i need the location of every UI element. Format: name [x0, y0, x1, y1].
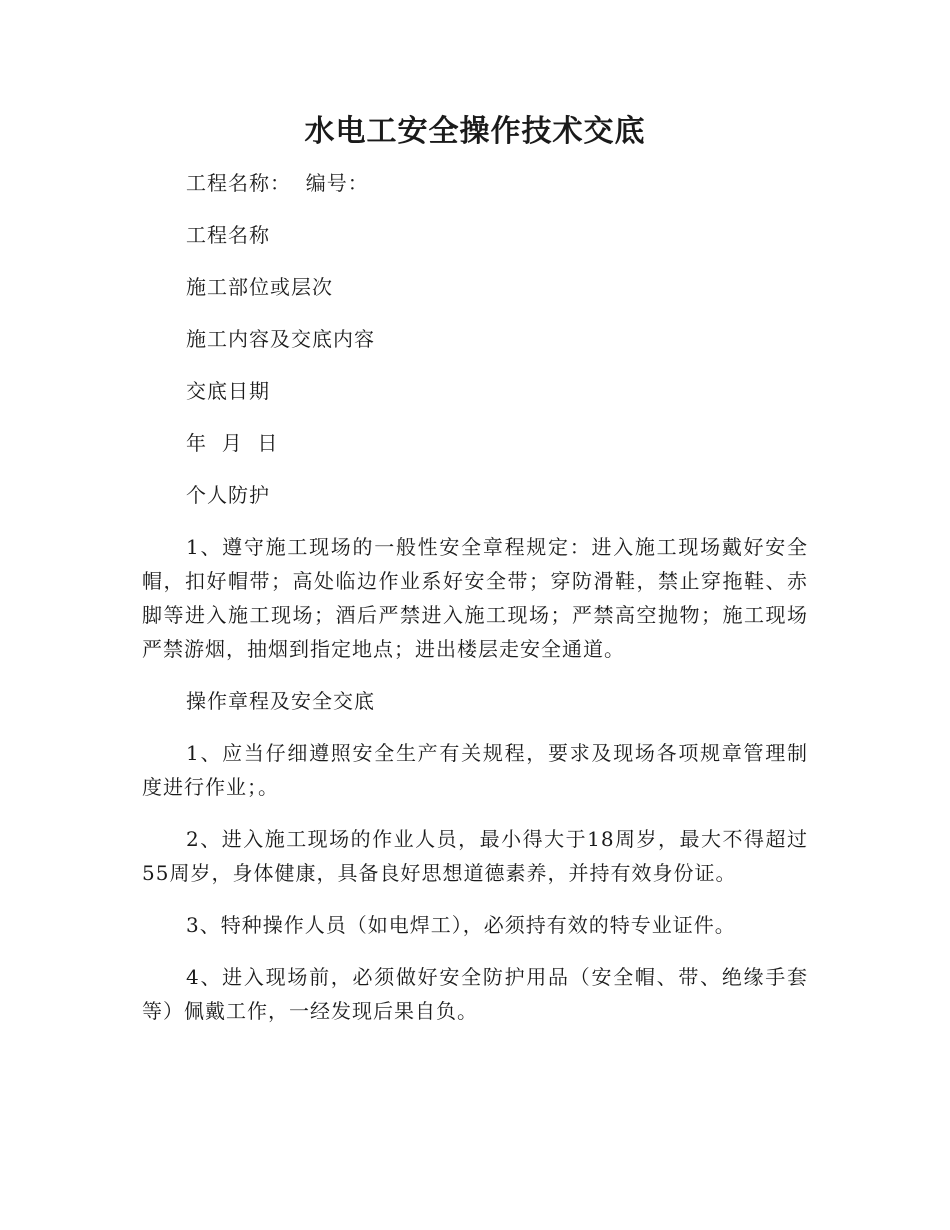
paragraph-operating-rule-2: 2、进入施工现场的作业人员，最小得大于18周岁，最大不得超过55周岁，身体健康，具备良好思想道德素养，并持有效身份证。 — [142, 827, 808, 885]
paragraph-operating-rule-3: 3、特种操作人员（如电焊工），必须持有效的特专业证件。 — [186, 913, 736, 937]
construction-content-label: 施工内容及交底内容 — [186, 327, 375, 351]
paragraph-operating-rule-1: 1、应当仔细遵照安全生产有关规程，要求及现场各项规章管理制度进行作业；。 — [142, 741, 808, 799]
section-heading-operating-rules: 操作章程及安全交底 — [186, 689, 375, 713]
document-title: 水电工安全操作技术交底 — [304, 114, 646, 149]
project-name-number-line: 工程名称： 编号： — [186, 171, 369, 195]
date-placeholder: 年 月 日 — [186, 431, 279, 455]
briefing-date-label: 交底日期 — [186, 379, 270, 403]
paragraph-operating-rule-4: 4、进入现场前，必须做好安全防护用品（安全帽、带、绝缘手套等）佩戴工作，一经发现后果自负。 — [142, 965, 808, 1023]
paragraph-protection-rule-1: 1、遵守施工现场的一般性安全章程规定：进入施工现场戴好安全帽，扣好帽带；高处临边作业系好安全带；穿防滑鞋，禁止穿拖鞋、赤脚等进入施工现场；酒后严禁进入施工现场；严禁高空抛物；施工现场严禁游烟，抽烟到指定地点；进出楼层走安全通道。 — [142, 535, 808, 661]
construction-location-label: 施工部位或层次 — [186, 275, 333, 299]
document-body — [142, 166, 808, 1046]
project-name-label: 工程名称 — [186, 223, 270, 247]
section-heading-personal-protection: 个人防护 — [186, 483, 270, 507]
